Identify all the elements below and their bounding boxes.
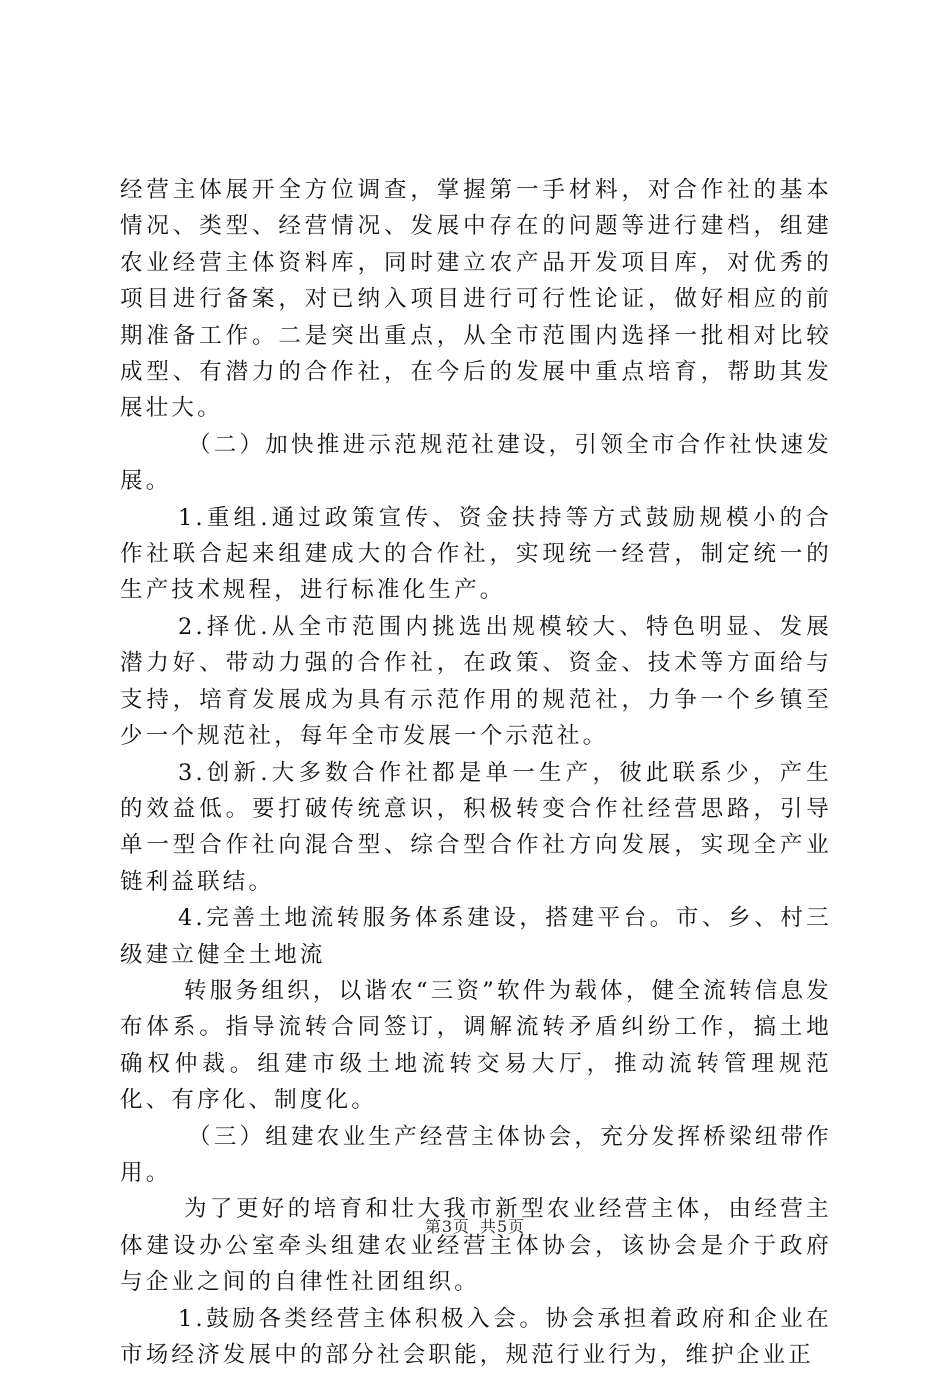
- list-item-reorganize: 1.重组.通过政策宣传、资金扶持等方式鼓励规模小的合作社联合起来组建成大的合作社，实现统一经营，制定统一的生产技术规程，进行标准化生产。: [120, 504, 832, 604]
- list-item-innovate: 3.创新.大多数合作社都是单一生产，彼此联系少，产生的效益低。要打破传统意识，积极转变合作社经营思路，引导单一型合作社向混合型、综合型合作社方向发展，实现全产业链利益联结。: [120, 759, 832, 895]
- section-heading-2: （二）加快推进示范规范社建设，引领全市合作社快速发展。: [120, 431, 832, 495]
- list-item-select-best: 2.择优.从全市范围内挑选出规模较大、特色明显、发展潜力好、带动力强的合作社，在政策、资金、技术等方面给与支持，培育发展成为具有示范作用的规范社，力争一个乡镇至少一个规范社，每年全市发展一个示范社。: [120, 613, 832, 750]
- list-item-encourage-join: 1.鼓励各类经营主体积极入会。协会承担着政府和企业在市场经济发展中的部分社会职能，规范行业行为，维护企业正: [120, 1305, 832, 1368]
- page-footer: [0, 1216, 950, 1238]
- page-total: 共5页: [480, 1217, 526, 1236]
- document-body: [120, 172, 832, 1373]
- paragraph-land-transfer-cont: 转服务组织，以谐农“三资”软件为载体，健全流转信息发布体系。指导流转合同签订，调解流转矛盾纠纷工作，搞土地确权仲裁。组建市级土地流转交易大厅，推动流转管理规范化、有序化、制度化。: [120, 977, 832, 1114]
- paragraph-association: 为了更好的培育和壮大我市新型农业经营主体，由经营主体建设办公室牵头组建农业经营主体协会，该协会是介于政府与企业之间的自律性社团组织。: [120, 1196, 832, 1296]
- section-heading-3: （三）组建农业生产经营主体协会，充分发挥桥梁纽带作用。: [120, 1123, 832, 1186]
- paragraph-continuation: 经营主体展开全方位调查，掌握第一手材料，对合作社的基本情况、类型、经营情况、发展中存在的问题等进行建档，组建农业经营主体资料库，同时建立农产品开发项目库，对优秀的项目进行备案，对已纳入项目进行可行性论证，做好相应的前期准备工作。二是突出重点，从全市范围内选择一批相对比较成型、有潜力的合作社，在今后的发展中重点培育，帮助其发展壮大。: [120, 177, 832, 422]
- list-item-land-transfer: 4.完善土地流转服务体系建设，搭建平台。市、乡、村三级建立健全土地流: [120, 905, 832, 968]
- page-number: 第3页: [424, 1217, 470, 1236]
